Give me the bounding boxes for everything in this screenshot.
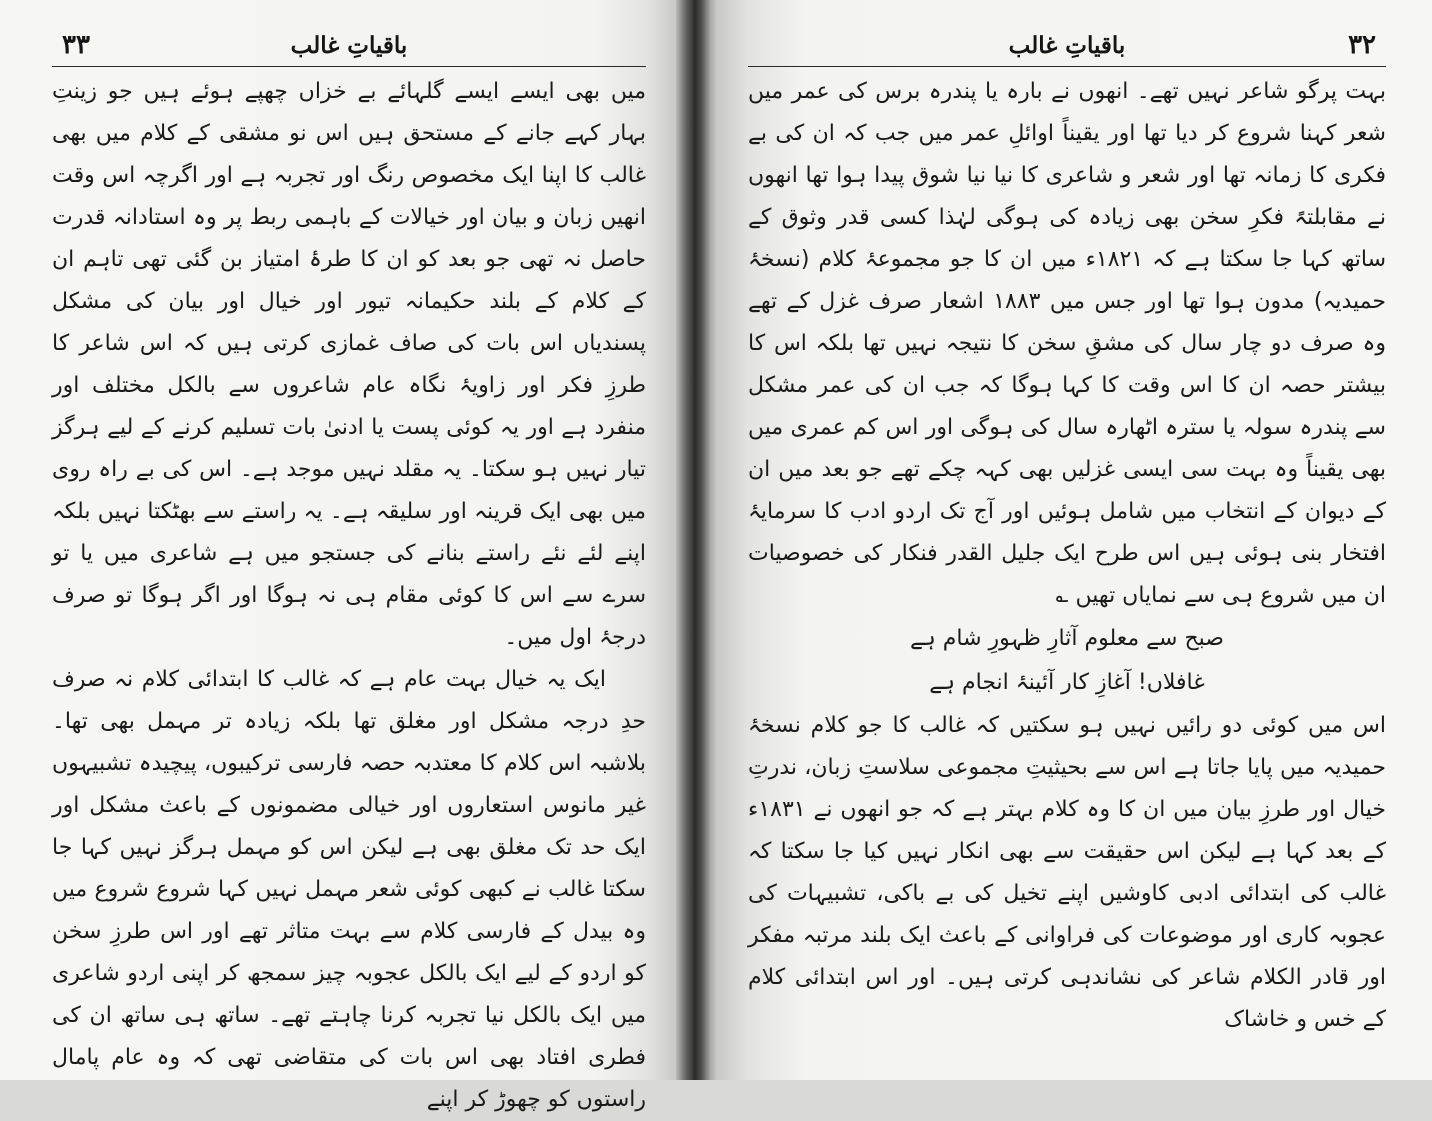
right-running-title: باقیاتِ غالب [1008, 32, 1126, 59]
left-page-number: ۳۳ [62, 30, 90, 60]
left-paragraph-2: ایک یہ خیال بہت عام ہے کہ غالب کا ابتدائی کلام نہ صرف حدِ درجہ مشکل اور مغلق تھا بلکہ زیادہ تر مہمل بھی تھا۔ بلاشبہ اس کلام کا معتدبہ حصہ فارسی ترکیبوں، پیچیدہ تشبیہوں غیر مانوس استعاروں اور خیالی مضمونوں کے باعث مشکل اور ایک حد تک مغلق بھی ہے لیکن اس کو مہمل ہرگز نہیں کہا جا سکتا غالب نے کبھی کوئی شعر مہمل نہیں کہا شروع شروع میں وہ بیدل کے فارسی کلام سے بہت متاثر تھے اور اس طرزِ سخن کو اردو کے لیے ایک بالکل عجوبہ چیز سمجھ کر اپنی اردو شاعری میں ایک بالکل نیا تجربہ کرنا چاہتے تھے۔ ساتھ ہی ساتھ ان کی فطری افتاد بھی اس بات کی متقاضی تھی کہ وہ عام پامال راستوں کو چھوڑ کر اپنے [52, 667, 646, 1112]
right-page-number: ۳۲ [1348, 30, 1376, 60]
right-page-text [748, 71, 1386, 1041]
verse-line-1: صبح سے معلوم آثارِ ظہورِ شام ہے [910, 626, 1224, 651]
left-paragraph-1: میں بھی ایسے ایسے گلہائے بے خزاں چھپے ہوئے ہیں جو زینتِ بہار کہے جانے کے مستحق ہیں اس نو مشقی کے کلام میں بھی غالب کا اپنا ایک مخصوص رنگ اور تجربہ ہے اور اگرچہ اس وقت انھیں زبان و بیان اور خیالات کے باہمی ربط پر وہ استادانہ قدرت حاصل نہ تھی جو بعد کو ان کا طرۂ امتیاز بن گئی تھی تاہم ان کے کلام کے بلند حکیمانہ تیور اور خیال اور بیان کی مشکل پسندیاں اس بات کی صاف غمازی کرتی ہیں کہ اس شاعر کا طرزِ فکر اور زاویۂ نگاہ عام شاعروں سے بالکل مختلف اور منفرد ہے اور یہ کوئی پست یا ادنیٰ بات تسلیم کرنے کے لیے ہرگز تیار نہیں ہو سکتا۔ یہ مقلد نہیں موجد ہے۔ اس کی بے راہ روی میں بھی ایک قرینہ اور سلیقہ ہے۔ یہ راستے سے بھٹکتا نہیں بلکہ اپنے لئے نئے راستے بنانے کی جستجو میں ہے شاعری میں یا تو سرے سے اس کا کوئی مقام ہی نہ ہوگا اور اگر ہوگا تو صرف درجۂ اول میں۔ [52, 79, 646, 650]
left-running-title: باقیاتِ غالب [290, 32, 408, 59]
right-page-header [748, 30, 1386, 67]
right-page [718, 0, 1432, 1080]
right-paragraph-2: اس میں کوئی دو رائیں نہیں ہو سکتیں کہ غالب کا جو کلام نسخۂ حمیدیہ میں پایا جاتا ہے اس سے بحیثیتِ مجموعی سلاستِ زبان، ندرتِ خیال اور طرزِ بیان میں ان کا وہ کلام بہتر ہے کہ جو انھوں نے ۱۸۳۱ء کے بعد کہا ہے لیکن اس حقیقت سے بھی انکار نہیں کیا جا سکتا کہ غالب کی ابتدائی ادبی کاوشیں اپنے تخیل کی بے باکی، تشبیہات کی عجوبہ کاری اور موضوعات کی فراوانی کے باعث ایک بلند مرتبہ مفکر اور قادر الکلام شاعر کی نشاندہی کرتی ہیں۔ اور اس ابتدائی کلام کے خس و خاشاک [748, 713, 1386, 1032]
book-gutter [676, 0, 718, 1080]
verse-line-2: غافلاں! آغازِ کار آئینۂ انجام ہے [929, 670, 1205, 695]
right-paragraph-1: بہت پرگو شاعر نہیں تھے۔ انھوں نے بارہ یا پندرہ برس کی عمر میں شعر کہنا شروع کر دیا تھا اور یقیناً اوائلِ عمر میں جب کہ ان کی بے فکری کا زمانہ تھا اور شعر و شاعری کا نیا نیا شوق پیدا ہوا تھا انھوں نے مقابلتہً فکرِ سخن بھی زیادہ کی ہوگی لہٰذا کسی قدر وثوق کے ساتھ کہا جا سکتا ہے کہ ۱۸۲۱ء میں ان کا جو مجموعۂ کلام (نسخۂ حمیدیہ) مدون ہوا تھا اور جس میں ۱۸۸۳ اشعار صرف غزل کے تھے وہ صرف دو چار سال کی مشقِ سخن کا نتیجہ نہیں تھا بلکہ اس کا بیشتر حصہ ان کا اس وقت کا کہا ہوگا کہ جب ان کی عمر مشکل سے پندرہ سولہ یا سترہ اٹھارہ سال کی ہوگی اور اس کم عمری میں بھی یقیناً وہ بہت سی ایسی غزلیں بھی کہہ چکے تھے جو بعد میں ان کے دیوان کے انتخاب میں شامل ہوئیں اور آج تک اردو ادب کا سرمایۂ افتخار بنی ہوئی ہیں اس طرح ایک جلیل القدر فنکار کی خصوصیات ان میں شروع ہی سے نمایاں تھیں ؎ [748, 79, 1387, 608]
left-page-header [52, 30, 646, 67]
left-page-text [52, 71, 646, 1121]
left-page [0, 0, 676, 1112]
